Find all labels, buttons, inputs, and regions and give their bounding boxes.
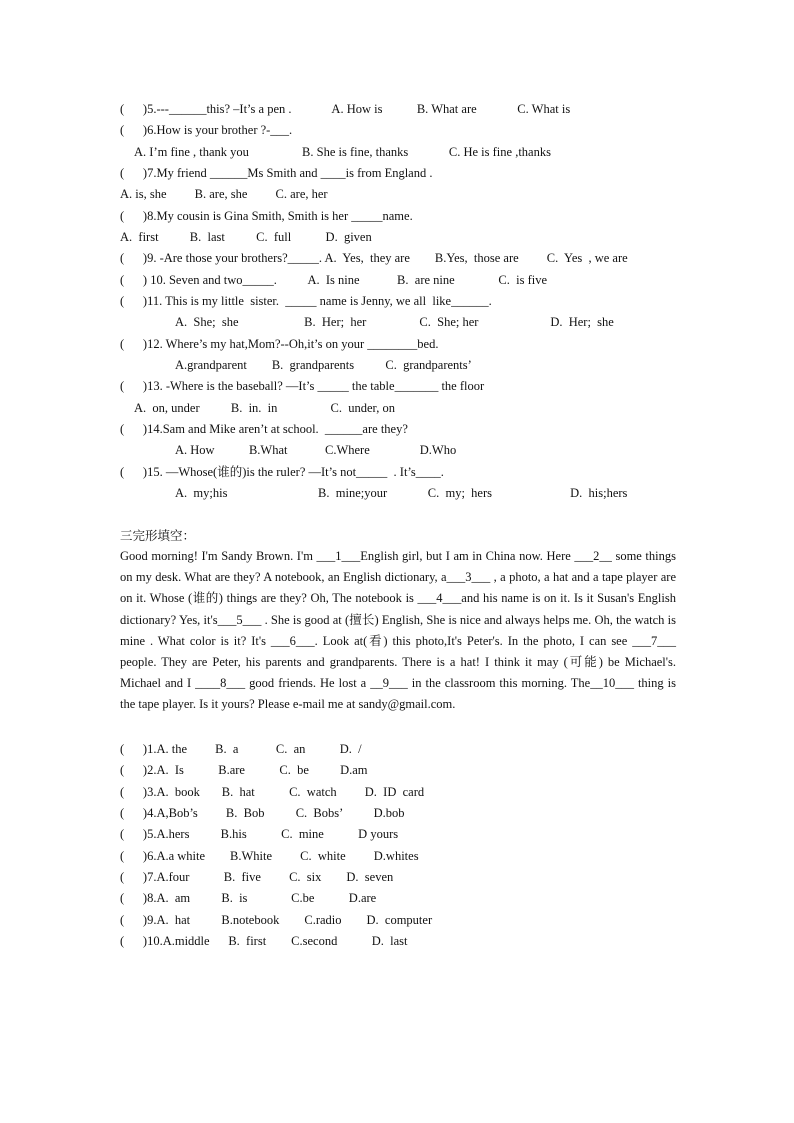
section-title: 三完形填空： [120, 528, 196, 543]
question-15-options: A. my;his B. mine;your C. my; hers D. his;hers [175, 486, 628, 500]
question-7: ( )7.My friend ______Ms Smith and ____is from England . [120, 166, 433, 180]
question-10: ( ) 10. Seven and two_____. A. Is nine B. are nine C. is five [120, 273, 548, 287]
cloze-passage: Good morning! I'm Sandy Brown. I'm ___1___English girl, but I am in China now. Here ___2__ some things on my desk. What are they? A notebook, an English dictionary, a___3___ , a photo, a hat and a tape player are on it. Whose (谁的) things are they? Oh, The notebook is ___4___and his name is on it. Is it Susan's English dictionary? Yes, it's___5___ . She is good at (擅长) English, She is nice and always helps me. Oh, the watch is mine . What color is it? It's ___6___. Look at(看) this photo,It's Peter's. In the photo, I can see ___7___ people. They are Peter, his parents and grandparents. There is a hat! I think it may (可能) be Michael's. Michael and I ____8___ good friends. He lost a __9___ in the classroom this morning. The__10___ thing is the tape player. Is it yours? Please e-mail me at sandy@gmail.com. [120, 549, 676, 712]
question-6: ( )6.How is your brother ?-___. [120, 123, 293, 137]
cloze-option-1: ( )1.A. the B. a C. an D. / [120, 742, 362, 756]
question-7-options: A. is, she B. are, she C. are, her [120, 187, 328, 201]
cloze-option-9: ( )9.A. hat B.notebook C.radio D. computer [120, 913, 433, 927]
question-11: ( )11. This is my little sister. _____ name is Jenny, we all like______. [120, 294, 492, 308]
question-8-options: A. first B. last C. full D. given [120, 230, 372, 244]
question-8: ( )8.My cousin is Gina Smith, Smith is her _____name. [120, 209, 413, 223]
cloze-option-8: ( )8.A. am B. is C.be D.are [120, 891, 377, 905]
question-12-options: A.grandparent B. grandparents C. grandparents’ [175, 358, 472, 372]
question-12: ( )12. Where’s my hat,Mom?--Oh,it’s on your ________bed. [120, 337, 439, 351]
cloze-option-2: ( )2.A. Is B.are C. be D.am [120, 763, 368, 777]
question-5: ( )5.---______this? –It’s a pen . A. How is B. What are C. What is [120, 102, 571, 116]
question-13: ( )13. -Where is the baseball? —It’s _____ the table_______ the floor [120, 379, 485, 393]
cloze-option-4: ( )4.A,Bob’s B. Bob C. Bobs’ D.bob [120, 806, 405, 820]
cloze-option-7: ( )7.A.four B. five C. six D. seven [120, 870, 394, 884]
cloze-option-3: ( )3.A. book B. hat C. watch D. ID card [120, 785, 425, 799]
question-14: ( )14.Sam and Mike aren’t at school. ______are they? [120, 422, 408, 436]
question-9: ( )9. -Are those your brothers?_____. A. Yes, they are B.Yes, those are C. Yes , we are [120, 251, 628, 265]
cloze-option-6: ( )6.A.a white B.White C. white D.whites [120, 849, 419, 863]
cloze-option-10: ( )10.A.middle B. first C.second D. last [120, 934, 408, 948]
question-15: ( )15. —Whose(谁的)is the ruler? —It’s not_____ . It’s____. [120, 465, 444, 479]
question-14-options: A. How B.What C.Where D.Who [175, 443, 457, 457]
question-11-options: A. She; she B. Her; her C. She; her D. Her; she [175, 315, 614, 329]
question-13-options: A. on, under B. in. in C. under, on [134, 401, 395, 415]
question-6-options: A. I’m fine , thank you B. She is fine, thanks C. He is fine ,thanks [134, 145, 551, 159]
cloze-option-5: ( )5.A.hers B.his C. mine D yours [120, 827, 399, 841]
